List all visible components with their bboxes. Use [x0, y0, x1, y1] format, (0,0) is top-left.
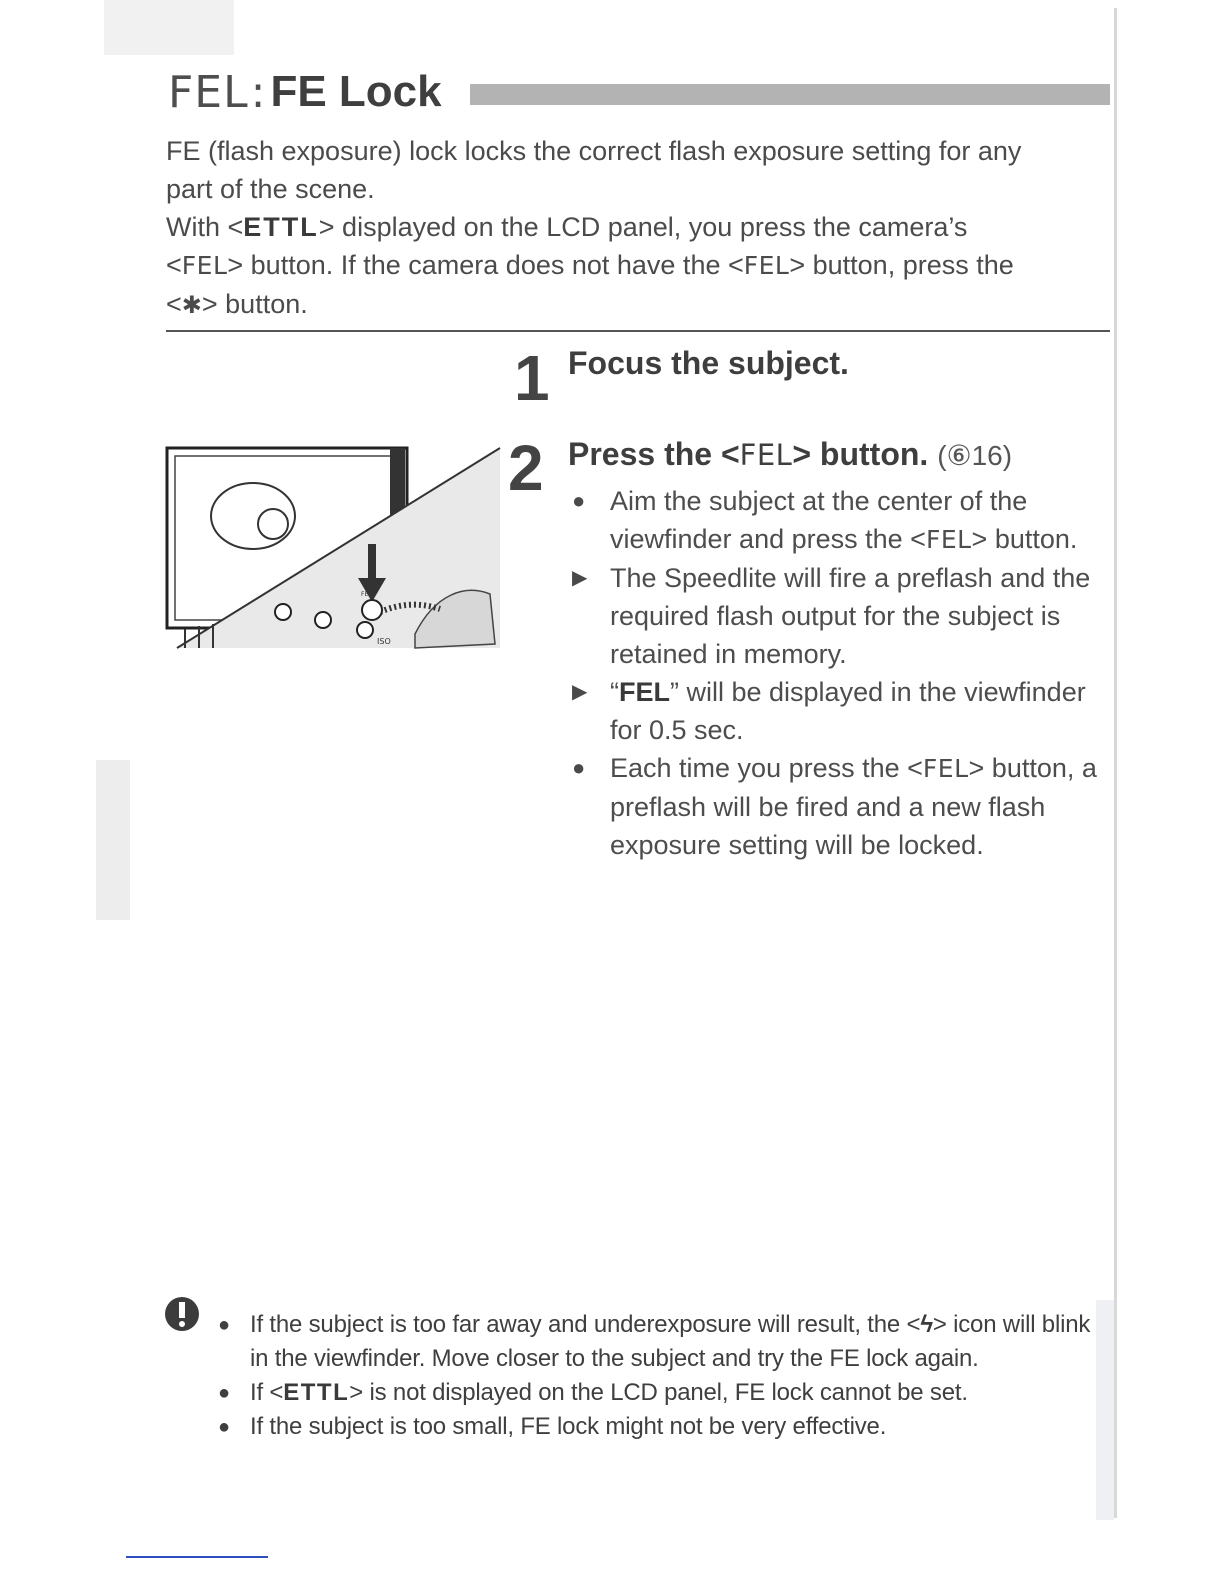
metering-button-icon [315, 612, 331, 628]
bullet-text: Aim the subject at the center of the viewfinder and press the < [610, 486, 1028, 554]
note-text: > is not displayed on the LCD panel, FE lock cannot be set. [349, 1379, 968, 1406]
page-corner-shade [104, 0, 234, 55]
asterisk-button-icon: ✱ [181, 292, 202, 319]
fel-label: FEL [925, 525, 972, 554]
ettl-label: ETTL [283, 1379, 350, 1406]
note-text: If the subject is too far away and underexposure will result, the < [250, 1311, 921, 1338]
note-text: > icon will blink in the viewfinder. Move closer to the subject and try the FE lock again. [250, 1311, 1091, 1372]
step-title: Focus the subject. [568, 345, 849, 381]
bullet-dot-icon: ● [572, 755, 586, 780]
list-item [216, 1410, 1096, 1444]
caution-notes [216, 1308, 1096, 1444]
eyepiece-circle [258, 509, 288, 539]
result-arrow-icon: ▶ [572, 567, 588, 589]
list-item [216, 1308, 1096, 1376]
caution-icon [164, 1296, 200, 1332]
note-text: If < [250, 1379, 284, 1406]
page-edge-rule [1114, 8, 1117, 1518]
fel-label: FEL [922, 754, 969, 783]
intro-text: part of the scene. [166, 174, 375, 204]
fel-indicator-text: FEL [619, 677, 670, 707]
ettl-label: ETTL [243, 212, 319, 242]
title-colon: : [250, 66, 267, 118]
intro-line [166, 132, 1110, 170]
step-2-bullet-list [572, 482, 1102, 864]
intro-paragraph [166, 132, 1110, 325]
intro-line [166, 170, 1110, 208]
intro-line [166, 246, 1110, 285]
camera-fel-button-illustration [165, 444, 505, 652]
page-edge-tab [1096, 1300, 1114, 1520]
bullet-dot-icon: ● [572, 488, 586, 513]
iso-button-icon [357, 622, 373, 638]
fel-label: FEL [739, 438, 793, 472]
bullet-text: ” will be displayed in the viewfinder for 0.5 sec. [610, 677, 1086, 745]
flash-icon: ϟ [920, 1311, 933, 1338]
intro-text: < [166, 250, 182, 280]
bullet-dot-icon: ● [218, 1416, 230, 1438]
bullet-dot-icon: ● [218, 1382, 230, 1404]
step-title-text: > button. [792, 436, 929, 472]
exposure-button-icon [275, 604, 291, 620]
arrow-shaft [368, 544, 376, 578]
section-divider [166, 330, 1110, 332]
bullet-text: Each time you press the < [610, 753, 923, 783]
page-left-tab [96, 760, 130, 920]
note-text: If the subject is too small, FE lock might not be very effective. [250, 1413, 887, 1440]
fel-label: FEL [743, 251, 790, 280]
intro-text: > displayed on the LCD panel, you press the camera’s [318, 212, 968, 242]
title-bar [470, 84, 1110, 105]
fel-button-icon [362, 600, 382, 620]
intro-text: < [166, 289, 182, 319]
footer-link-underline[interactable] [126, 1556, 268, 1558]
bullet-text: “ [610, 677, 619, 707]
bullet-text: > button, a preflash will be fired and a new flash exposure setting will be locked. [610, 753, 1097, 860]
fel-button-label: FEL [361, 591, 372, 598]
bullet-text: The Speedlite will fire a preflash and the required flash output for the subject is retained in memory. [610, 563, 1091, 669]
intro-text: > button, press the [789, 250, 1014, 280]
intro-line [166, 208, 1110, 246]
step-title [568, 436, 1012, 473]
list-item [216, 1376, 1096, 1410]
title-text: FE Lock [270, 67, 442, 116]
step-number: 2 [508, 432, 544, 504]
bullet-dot-icon: ● [218, 1314, 230, 1336]
page-title [168, 62, 442, 122]
step-title-text: Press the < [568, 436, 740, 472]
page-reference: (⑥16) [937, 440, 1013, 471]
list-item [572, 673, 1102, 749]
intro-text: > button. If the camera does not have the < [227, 250, 744, 280]
result-arrow-icon: ▶ [572, 681, 588, 703]
list-item [572, 749, 1102, 864]
list-item [572, 559, 1102, 673]
intro-text: > button. [201, 289, 308, 319]
intro-text: FE (flash exposure) lock locks the correct flash exposure setting for any [166, 136, 1022, 166]
title-fel-segment: FEL [168, 66, 249, 118]
iso-label: ISO [377, 637, 391, 646]
fel-label: FEL [181, 251, 228, 280]
bullet-text: > button. [971, 524, 1078, 554]
intro-line [166, 285, 1110, 325]
intro-text: With < [166, 212, 244, 242]
list-item [572, 482, 1102, 559]
eyecup-shape [211, 483, 295, 549]
step-number: 1 [514, 342, 550, 414]
